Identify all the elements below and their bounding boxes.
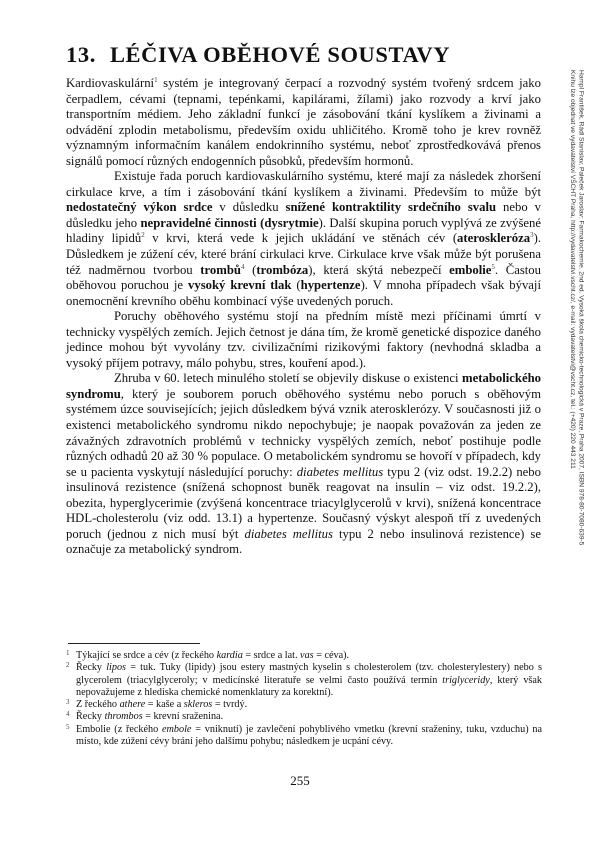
side-citation-line-1: Hampl František, Rádl Stanislav, Paleček Jaroslav: Farmakochemie. 2nd ed. Vysoká škola chemicko-technologická v Praze, Praha 2007, ISBN 978-80-7080-639-5 xyxy=(577,70,585,546)
italic-term: lipos xyxy=(106,662,127,674)
footnote-mark: 4 xyxy=(66,710,70,719)
footnote-item: 5 Embolie (z řeckého embole = vniknutí) je zavlečení pohyblivého vmetku (krevní sraženiny, tuku, vzduchu) na místo, kde zúžení cévy brání jeho dalšímu pohybu; následkem je ucpání cévy. xyxy=(66,722,542,748)
bold-term: trombů xyxy=(200,262,241,277)
italic-term: kardia xyxy=(216,650,243,661)
footnote-item: 3 Z řeckého athere = kaše a skleros = tvrdý. xyxy=(66,698,248,711)
footnote-item: 2 Řecky lipos = tuk. Tuky (lipidy) jsou estery mastných kyselin s cholesterolem (tzv. cholesterylestery) nebo s glycerolem (triacylglyceroly; v medicínské literatuře se velmi často používá termín triglyceridy, který však nepovažujeme z hlediska chemické nomenklatury za korektní). xyxy=(66,661,542,698)
bold-term: trombóza xyxy=(256,262,309,277)
side-citation xyxy=(568,70,584,630)
bold-term: snížené kontraktility srdečního svalu xyxy=(285,200,497,215)
italic-term: triglyceridy xyxy=(442,674,490,686)
footnote-mark: 5 xyxy=(66,722,70,731)
footnote-item: 4 Řecky thrombos = krevní sraženina. xyxy=(66,710,224,723)
paragraph: Kardiovaskulární$^1$ systém je integrovaný čerpací a rozvodný systém tvořený srdcem jako čerpadlem, cévami (tepnami, tepénkami, kapilárami, žílami) jako rozvody a krví jako transportním médiem. Jeho základní funkcí je zásobování tkání kyslíkem a živinami a odvádění zplodin metabolismu, především oxidu uhličitého. Kromě toho je krev rovněž významným informačním kanálem endokrinního systému, neboť zprostředkovává přenos signálů pomocí různých endogenních působků, především hormonů. xyxy=(66,76,541,168)
bold-term: embolie xyxy=(449,262,492,277)
bold-term: hypertenze xyxy=(300,278,361,293)
paragraph: Poruchy oběhového systému stojí na předním místě mezi příčinami úmrtí v technicky vyspělých zemích. Jejich četnost je dána tím, že kromě genetické dispozice daného jedince mohou být vyvolány tzv. civilizačními rizikovými faktory (nevhodná skladba a vysoký příjem potravy, málo pohybu, stres, kouření apod.). xyxy=(66,309,541,370)
side-citation-line-2: Knihu lze objednat ve vydavatelství VŠCHT Praha, http://vydavatelstvi.vscht.cz/, e-mail: vydavatelstvi@vscht.cz, tel.: (+420) 220 443 211 xyxy=(569,70,577,469)
footnote-mark: 3 xyxy=(66,698,70,707)
body-text xyxy=(66,76,541,558)
footnote-ref: 1 xyxy=(154,76,158,84)
page-number: 255 xyxy=(290,773,310,788)
bold-term: vysoký krevní tlak xyxy=(188,278,292,293)
italic-term: diabetes mellitus xyxy=(244,526,333,541)
footnote-divider xyxy=(68,643,200,644)
paragraph: Existuje řada poruch kardiovaskulárního systému, které mají za následek zhoršení cirkulace krve, a tím i zásobování tkání kyslíkem a živinami. Především to může být nedostatečný výkon srdce v důsledku snížené kontraktility srdečního svalu nebo v důsledku jeho nepravidelné činnosti (dysrytmie). Další skupina poruch vyplývá ze zvýšené hladiny lipidů$^2$ v krvi, která vede k jejich ukládání ve stěnách cév (ateroskleróza$^3$). Důsledkem je zúžení cév, které brání cirkulaci krve. Cirkulace krve však může být porušena též nadměrnou tvorbou trombů$^4$ (trombóza), která skýtá nebezpečí embolie$^5$. Častou oběhovou poruchou je vysoký krevní tlak (hypertenze). V mnoha případech však bývají onemocnění krevního oběhu kombinací výše uvedených poruch. xyxy=(66,169,541,308)
bold-term: metabolického syndromu xyxy=(66,371,541,401)
footnotes xyxy=(66,650,542,748)
bold-term: ateroskleróza xyxy=(457,231,531,246)
footnote-ref: 3 xyxy=(530,231,534,240)
footnote-mark: 2 xyxy=(66,661,70,670)
footnote-ref: 4 xyxy=(240,262,245,271)
italic-term: thrombos xyxy=(104,711,143,723)
bold-term: nepravidelné činnosti (dysrytmie xyxy=(140,215,319,230)
paragraph: Zhruba v 60. letech minulého století se objevily diskuse o existenci metabolického syndromu, který je souborem poruch oběhového systému nebo poruch s oběhovým systémem úzce souvisejících; jejich důsledkem bývá vznik aterosklerózy. V současnosti již o existenci metabolického syndromu nikdo nepochybuje; je naopak považován za jeden ze závažných zdravotních problémů v technicky vyspělých zemích, neboť postihuje podle různých odhadů 20 až 30 % populace. O metabolickém syndromu se hovoří v případech, kdy se u pacienta vyskytují následující poruchy: diabetes mellitus typu 2 (viz odst. 19.2.2) nebo insulinová rezistence (snížená schopnost buněk reagovat na insulin – viz odst. 19.2.2), obezita, hyperglycerimie (zvýšená koncentrace triacylglycerolů v krvi), snížená koncentrace HDL-cholesterolu (viz odd. 13.1) a hypertenze. Současný výskyt alespoň tří z uvedených poruch (jednou z nich musí být diabetes mellitus typu 2 nebo insulinová rezistence) se označuje za metabolický syndrom. xyxy=(66,371,541,557)
footnote-item: 1 Týkající se srdce a cév (z řeckého kardia = srdce a lat. vas = céva). xyxy=(66,649,350,661)
footnote-mark: 1 xyxy=(66,649,70,657)
chapter-heading xyxy=(66,42,450,68)
italic-term: diabetes mellitus xyxy=(296,464,384,479)
bold-term: nedostatečný výkon srdce xyxy=(66,200,213,215)
footnote-ref: 2 xyxy=(141,231,145,240)
italic-term: embole xyxy=(162,723,192,735)
chapter-number: 13. xyxy=(66,42,96,67)
chapter-title: LÉČIVA OBĚHOVÉ SOUSTAVY xyxy=(109,42,451,67)
italic-term: skleros xyxy=(183,699,213,711)
italic-term: athere xyxy=(119,699,146,711)
footnote-ref: 5 xyxy=(491,262,495,271)
italic-term: vas xyxy=(300,650,314,661)
